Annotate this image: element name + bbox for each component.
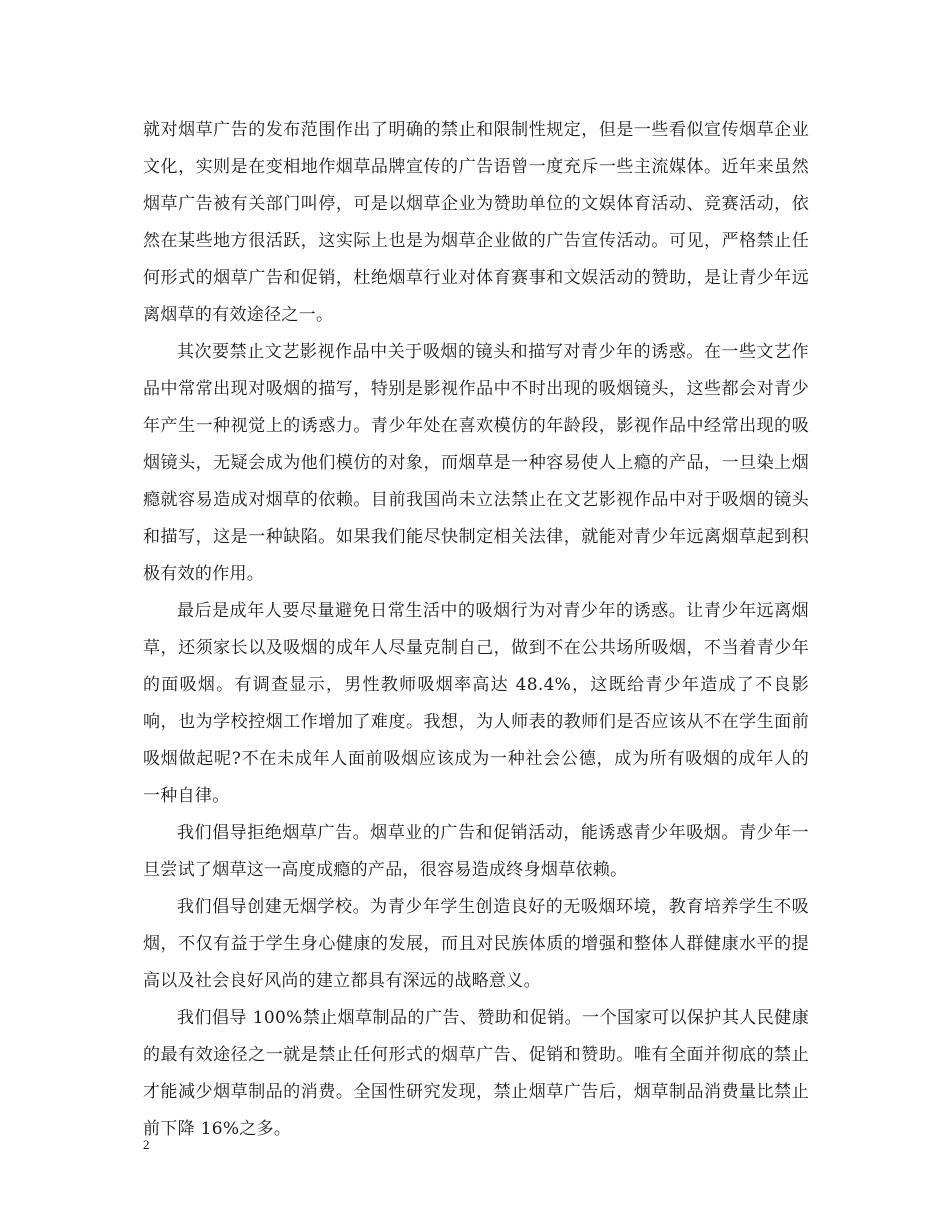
paragraph-tobacco-ad-regulation: 就对烟草广告的发布范围作出了明确的禁止和限制性规定，但是一些看似宣传烟草企业文化，实则是在变相地作烟草品牌宣传的广告语曾一度充斥一些主流媒体。近年来虽然烟草广告被有关部门叫停，可是以烟草企业为赞助单位的文娱体育活动、竞赛活动，依然在某些地方很活跃，这实际上也是为烟草企业做的广告宣传活动。可见，严格禁止任何形式的烟草广告和促销，杜绝烟草行业对体育赛事和文娱活动的赞助，是让青少年远离烟草的有效途径之一。 bbox=[143, 120, 809, 325]
document-body bbox=[143, 112, 809, 1148]
paragraph-reject-tobacco-ads: 我们倡导拒绝烟草广告。烟草业的广告和促销活动，能诱惑青少年吸烟。青少年一旦尝试了烟草这一高度成瘾的产品，很容易造成终身烟草依赖。 bbox=[143, 823, 809, 880]
page-number: 2 bbox=[143, 1137, 150, 1152]
paragraph-ban-tobacco-promotion: 我们倡导 100%禁止烟草制品的广告、赞助和促销。一个国家可以保护其人民健康的最有效途径之一就是禁止任何形式的烟草广告、促销和赞助。唯有全面并彻底的禁止才能减少烟草制品的消费。全国性研究发现，禁止烟草广告后，烟草制品消费量比禁止前下降 16%之多。 bbox=[143, 1008, 809, 1139]
paragraph-adult-smoking-behavior: 最后是成年人要尽量避免日常生活中的吸烟行为对青少年的诱惑。让青少年远离烟草，还须家长以及吸烟的成年人尽量克制自己，做到不在公共场所吸烟，不当着青少年的面吸烟。有调查显示，男性教师吸烟率高达 48.4%，这既给青少年造成了不良影响，也为学校控烟工作增加了难度。我想，为人师表的教师们是否应该从不在学生面前吸烟做起呢?不在未成年人面前吸烟应该成为一种社会公德，成为所有吸烟的成年人的一种自律。 bbox=[143, 601, 809, 806]
paragraph-film-smoking-scenes: 其次要禁止文艺影视作品中关于吸烟的镜头和描写对青少年的诱惑。在一些文艺作品中常常出现对吸烟的描写，特别是影视作品中不时出现的吸烟镜头，这些都会对青少年产生一种视觉上的诱惑力。青少年处在喜欢模仿的年龄段，影视作品中经常出现的吸烟镜头，无疑会成为他们模仿的对象，而烟草是一种容易使人上瘾的产品，一旦染上烟瘾就容易造成对烟草的依赖。目前我国尚未立法禁止在文艺影视作品中对于吸烟的镜头和描写，这是一种缺陷。如果我们能尽快制定相关法律，就能对青少年远离烟草起到积极有效的作用。 bbox=[143, 342, 809, 584]
paragraph-smoke-free-schools: 我们倡导创建无烟学校。为青少年学生创造良好的无吸烟环境，教育培养学生不吸烟，不仅有益于学生身心健康的发展，而且对民族体质的增强和整体人群健康水平的提高以及社会良好风尚的建立都具有深远的战略意义。 bbox=[143, 897, 809, 991]
